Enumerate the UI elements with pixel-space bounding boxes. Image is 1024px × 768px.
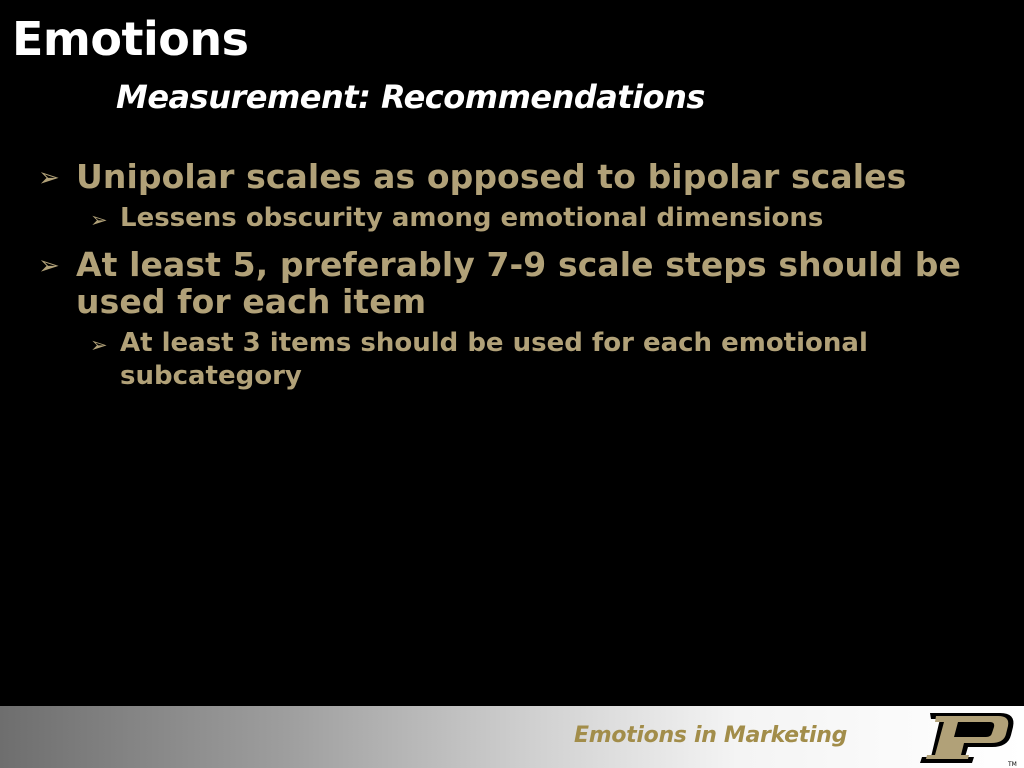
sub-bullet-text: Lessens obscurity among emotional dimensions (120, 203, 824, 233)
slide-subtitle: Measurement: Recommendations (116, 78, 705, 116)
footer-label: Emotions in Marketing (574, 723, 848, 748)
slide-title: Emotions (12, 12, 249, 66)
sub-bullet-item (90, 202, 998, 235)
footer-bar (0, 706, 1024, 768)
bullet-list (38, 158, 998, 404)
arrow-bullet-icon: ➢ (90, 333, 108, 357)
bullet-text: Unipolar scales as opposed to bipolar scales (76, 157, 907, 196)
sub-bullet-item (90, 327, 998, 393)
bullet-item (38, 246, 998, 320)
purdue-logo-icon (916, 709, 1020, 767)
arrow-bullet-icon: ➢ (38, 163, 60, 193)
arrow-bullet-icon: ➢ (38, 251, 60, 281)
arrow-bullet-icon: ➢ (90, 208, 108, 232)
purdue-p-icon (920, 713, 1013, 763)
sub-bullet-text: At least 3 items should be used for each emotional subcategory (120, 328, 868, 391)
trademark-mark: TM (1008, 761, 1017, 767)
bullet-text: At least 5, preferably 7-9 scale steps should be used for each item (76, 245, 961, 321)
bullet-item (38, 158, 998, 195)
